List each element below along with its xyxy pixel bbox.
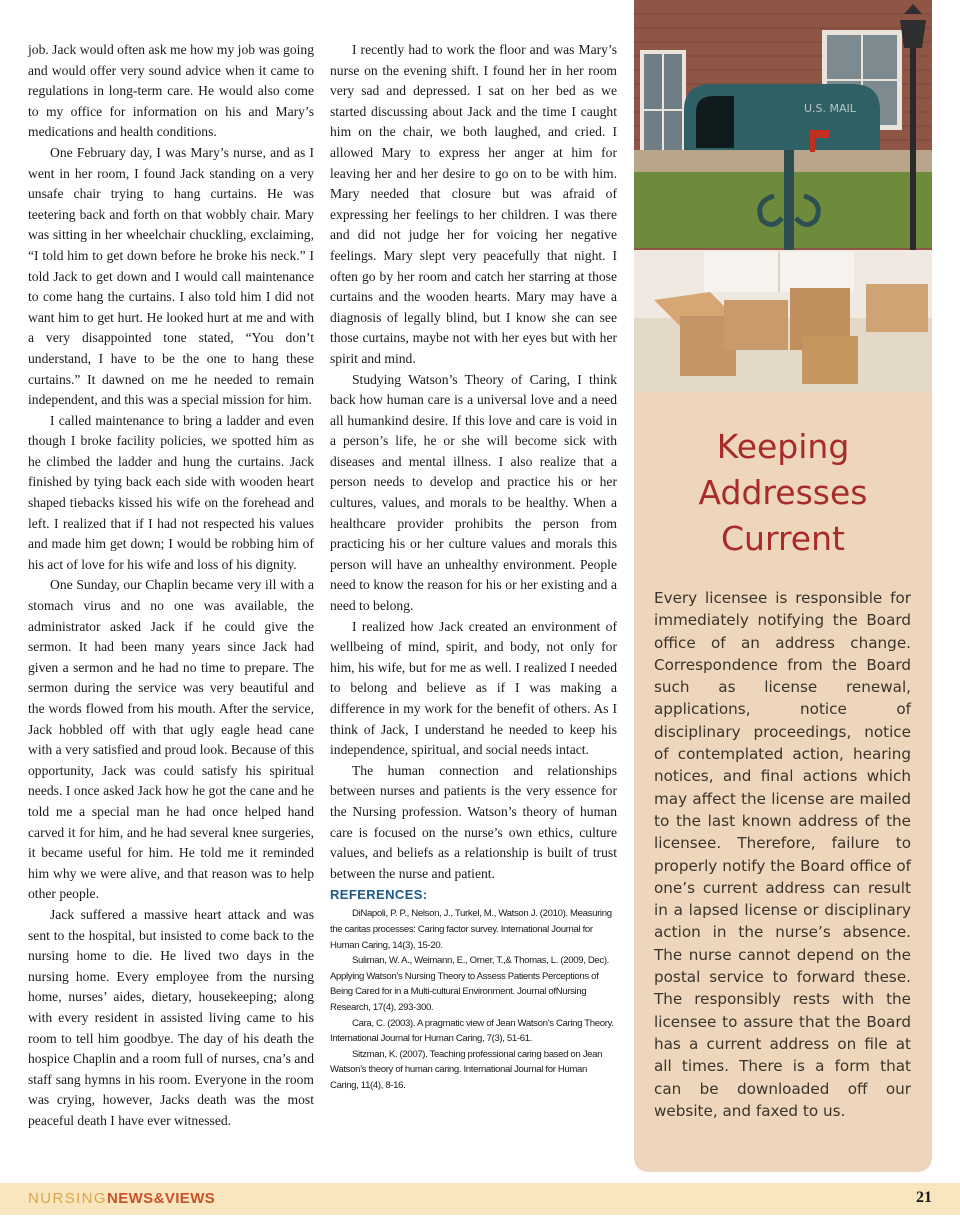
reference-item: Sitzman, K. (2007). Teaching professional caring based on Jean Watson’s theory of human caring. International Journal for Human Caring, 11(4), 8-16. [330,1048,603,1091]
reference-item: Suliman, W. A., Weimann, E., Orner, T.,& Thomas, L. (2009, Dec). Applying Watson’s Nursing Theory to Assess Patients Perceptions of Being Cared for in a Multi-cultural Environment. Journal ofNursing Research, 17(4), 293-300. [330,955,609,1013]
page-footer [0,1183,960,1215]
article-column-left [28,40,314,1131]
paragraph: One February day, I was Mary’s nurse, and as I went in her room, I found Jack standing on a very unsafe chair trying to hang curtains. He was teetering back and forth on that wobbly chair. Mary was sitting in her wheelchair chuckling, exclaiming, “I told him to get down before he broke his neck.” I told Jack to get down and I would call maintenance to come hang the curtains. I also told him I did not want him to get hurt. He looked hurt at me and with a very disappointed tone stated, “You don’t understand, I have to be the one to hang these curtains.” It dawned on me he needed to remain independent, and this was a special mission for him. [28,144,314,408]
paragraph: job. Jack would often ask me how my job was going and would offer very sound advice when it came to regulations in long-term care. He would also come to my office for information on his and Mary’s medications and health conditions. [28,42,314,140]
article-column-right [330,40,617,1093]
paragraph: One Sunday, our Chaplin became very ill with a stomach virus and no one was available, the administrator asked Jack if he could give the sermon. It had been many years since Jack had given a sermon and he had no time to prepare. The sermon during the service was very beautiful and the words flowed from his mouth. After the service, Jack hobbled off with that ugly eagle head cane with a very satisfied and proud look. Because of this opportunity, Jack was could satisfy his spiritual needs. I once asked Jack how he got the cane and he told me a special man he had once helped hand carved it for him, and he had several knee surgeries, it became useful for him. He told me it reminded him why we were alive, and that reason was to help other people. [28,577,314,902]
reference-item: DiNapoli, P. P., Nelson, J., Turkel, M., Watson J. (2010). Measuring the caritas processes: Caring factor survey. International Journal for Human Caring, 14(3), 15-20. [330,908,612,951]
paragraph: I called maintenance to bring a ladder and even though I broke facility policies, we spotted him as he climbed the ladder and hung the curtains. Jack finished by tying back each side with wooden heart shaped tiebacks kissed his wife on the forehead and left. I realized that if I had not respected his values and made him get down; I would be robbing him of his act of love for his wife and loss of his dignity. [28,412,314,572]
references-heading: REFERENCES: [330,887,428,903]
brand-part-news-views: NEWS&VIEWS [106,1190,216,1207]
paragraph: The human connection and relationships between nurses and patients is the very essence for the Nursing profession. Watson’s theory of human care is focused on the nurse’s own ethics, culture values, and beliefs as a relationship is built of trust between the nurse and patient. [330,762,617,881]
paragraph: I recently had to work the floor and was Mary’s nurse on the evening shift. I found her in her room very sad and depressed. I sat on her bed as we started discussing about Jack and the time I caught him on the chair, we both laughed, and cried. I allowed Mary to express her anger at him for leaving her and her desire to go on to be with him. Mary needed that closure but was afraid of expressing her feelings to her children. I was there and did not judge her for voicing her negative feelings. Mary slept very peacefully that night. I often go by her room and catch her starring at those curtains and the wooden hearts. Mary may have a diagnosis of legally blind, but I know she can see those curtains, maybe not with her eyes but with her spirit and mind. [330,42,617,366]
paragraph: Jack suffered a massive heart attack and was sent to the hospital, but insisted to come back to the nursing home to die. He lived two days in the nursing home. Every employee from the nursing home, nurses’ aides, dietary, housekeeping; along with every resident in assisted living came to his room to tell him goodbye. The day of his death the hospice Chaplin and a room full of nurses, cna’s and staff sang hymns in his room. Everyone in the room was crying, however, Jacks death was the most peaceful death I have ever witnessed. [28,906,314,1128]
paragraph: I realized how Jack created an environment of wellbeing of mind, spirit, and body, not only for him, his wife, but for me as well. I realized I needed to belong and believe as if I was making a difference in my work for the benefit of others. As I think of Jack, I understand he needed to keep his independence, spiritual, and social needs intact. [330,618,617,758]
sidebar-title [634,424,932,562]
sidebar-title-line: Keeping [716,427,850,466]
mailbox-photo [634,0,932,392]
address-sidebar [634,0,932,1172]
mailbox-label: U.S. MAIL [804,102,856,115]
publication-brand [28,1190,215,1208]
sidebar-body: Every licensee is responsible for immediately notifying the Board office of an address change. Correspondence from the Board such as license renewal, applications, notice of disciplinary proceedings, notice of contemplated action, hearing notices, and final actions which may affect the license are mailed to the last known address of the licensee. Therefore, failure to properly notify the Board office of one’s current address can result in a lapsed license or disciplinary action in the nurse’s absence. The nurse cannot depend on the postal service to forward these. The responsibly rests with the licensee to assure that the Board has a current address on file at all times. There is a form that can be downloaded off our website, and faxed to us. [654,589,911,1120]
sidebar-title-line: Addresses [698,473,868,512]
sidebar-title-line: Current [721,519,845,558]
brand-part-nursing: NURSING [28,1190,107,1207]
mailbox-illustration [634,0,932,392]
page-number: 21 [916,1189,932,1206]
paragraph: Studying Watson’s Theory of Caring, I think back how human care is a universal love and a need all humankind desire. If this love and care is void in a person’s life, he or she will become sick with diseases and mental illness. I also realize that a person needs to develop and practice his or her cultures, values, and morals to be healthy. When a healthcare provider prohibits the person from practicing his or her culture values and morals this person will have an unhealthy environment. People need to know the reason for his or her existing and a need to belong. [330,371,617,614]
reference-item: Cara, C. (2003). A pragmatic view of Jean Watson’s Caring Theory. International Journal for Human Caring, 7(3), 51-61. [330,1017,614,1045]
